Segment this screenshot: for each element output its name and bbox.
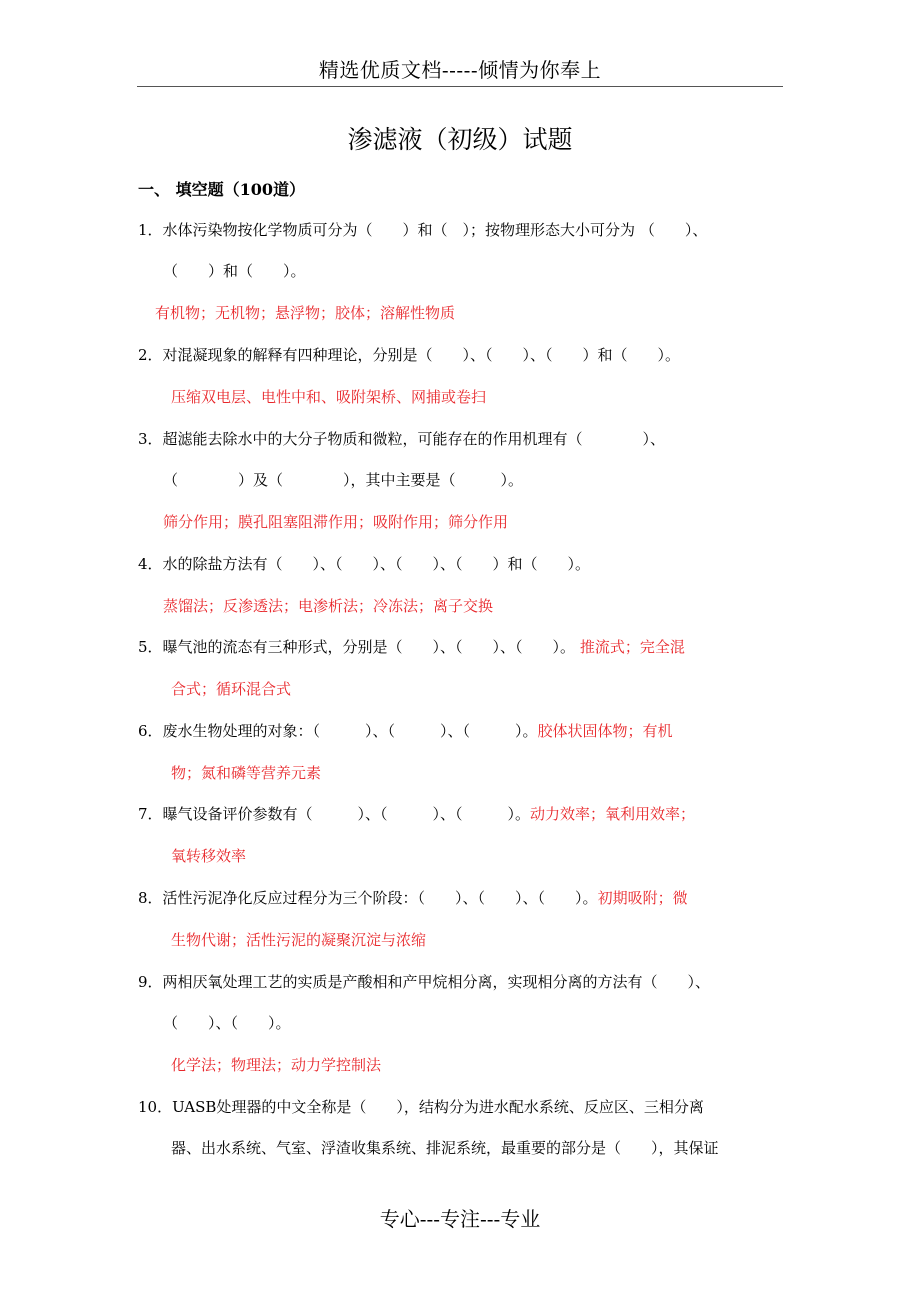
question-5-line-1	[138, 637, 685, 657]
question-1-line-1: 1．水体污染物按化学物质可分为（ ）和（ ）；按物理形态大小可分为 （ ）、	[138, 221, 708, 239]
section-heading: 一、 填空题（100道）	[138, 180, 305, 199]
question-5-answer-part-2: 合式；循环混合式	[171, 680, 292, 698]
question-3-line-1: 3．超滤能去除水中的大分子物质和微粒，可能存在的作用机理有（ ）、	[138, 430, 666, 448]
question-3-answer: 筛分作用；膜孔阻塞阻滞作用；吸附作用；筛分作用	[163, 513, 509, 531]
question-6-text: 6．废水生物处理的对象：（ ）、（ ）、（ ）。	[138, 722, 538, 740]
question-3-line-2: （ ）及（ ），其中主要是（ ）。	[163, 471, 524, 489]
question-5-text: 5．曝气池的流态有三种形式，分别是（ ）、（ ）、（ ）。	[138, 638, 576, 656]
question-9-line-2: （ ）、（ ）。	[163, 1014, 291, 1032]
question-6-answer-part-1: 胶体状固体物；有机	[537, 722, 673, 740]
question-8-text: 8．活性污泥净化反应过程分为三个阶段：（ ）、（ ）、（ ）。	[138, 889, 598, 907]
question-8-line-1	[138, 888, 688, 908]
page-footer: 专心---专注---专业	[379, 1207, 541, 1231]
question-10-line-2: 器、出水系统、气室、浮渣收集系统、排泥系统，最重要的部分是（ ），其保证	[171, 1139, 719, 1157]
question-8-answer-part-2: 生物代谢；活性污泥的凝聚沉淀与浓缩	[171, 931, 427, 949]
page-header: 精选优质文档-----倾情为你奉上	[318, 58, 602, 82]
question-1-line-2: （ ）和（ ）。	[163, 262, 306, 280]
question-6-answer-part-2: 物；氮和磷等营养元素	[171, 764, 322, 782]
page-title: 渗滤液（初级）试题	[347, 125, 573, 154]
question-6-line-1	[138, 721, 673, 741]
question-9-line-1: 9．两相厌氧处理工艺的实质是产酸相和产甲烷相分离，实现相分离的方法有（ ）、	[138, 973, 711, 991]
header-rule	[137, 86, 783, 87]
question-1-answer: 有机物；无机物；悬浮物；胶体；溶解性物质	[155, 304, 456, 322]
question-8-answer-part-1: 初期吸附；微	[597, 889, 688, 907]
question-7-answer-part-1: 动力效率；氧利用效率；	[530, 805, 696, 823]
question-2-answer: 压缩双电层、电性中和、吸附架桥、网捕或卷扫	[171, 388, 487, 406]
question-4-answer: 蒸馏法；反渗透法；电渗析法；冷冻法；离子交换	[163, 597, 494, 615]
question-7-answer-part-2: 氧转移效率	[171, 847, 247, 865]
question-7-line-1	[138, 804, 695, 824]
question-10-line-1: 10．UASB处理器的中文全称是（ ），结构分为进水配水系统、反应区、三相分离	[138, 1098, 704, 1116]
question-7-text: 7．曝气设备评价参数有（ ）、（ ）、（ ）。	[138, 805, 531, 823]
question-9-answer: 化学法；物理法；动力学控制法	[171, 1056, 382, 1074]
question-2-line-1: 2．对混凝现象的解释有四种理论，分别是（ ）、（ ）、（ ）和（ ）。	[138, 346, 681, 364]
question-5-answer-part-1: 推流式；完全混	[579, 638, 685, 656]
question-4-line-1: 4．水的除盐方法有（ ）、（ ）、（ ）、（ ）和（ ）。	[138, 555, 591, 573]
